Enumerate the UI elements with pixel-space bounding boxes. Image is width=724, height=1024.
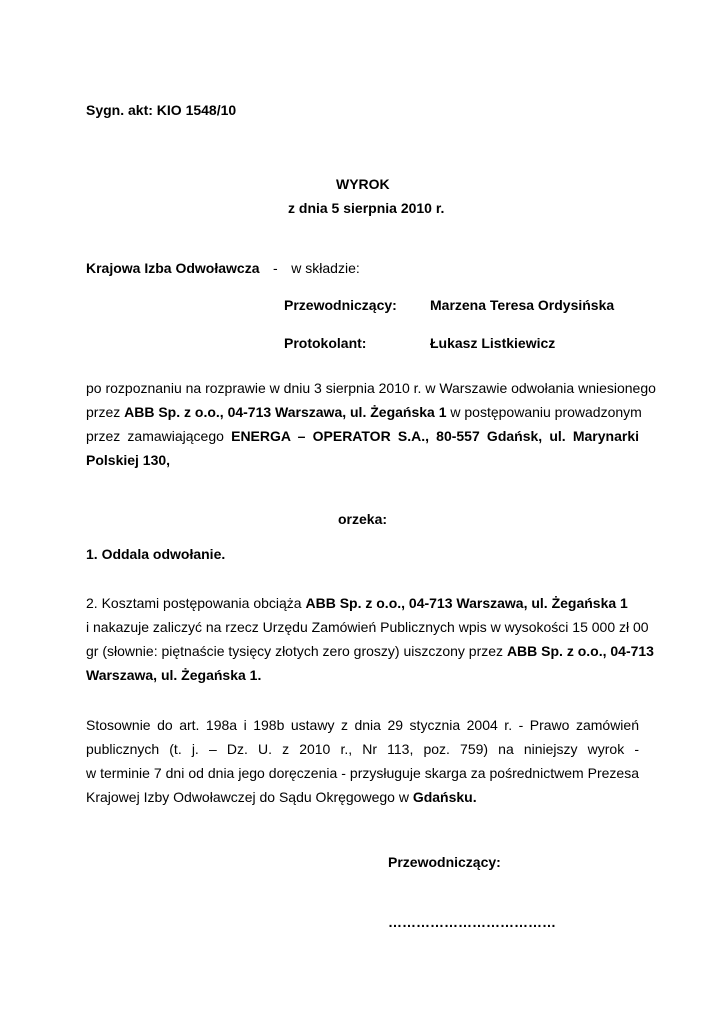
intro-line: przez zamawiającego ENERGA – OPERATOR S.A., 80-557 Gdańsk, ul. Marynarki bbox=[86, 428, 640, 444]
intro-line: po rozpoznaniu na rozprawie w dniu 3 sierpnia 2010 r. w Warszawie odwołania wniesionego bbox=[86, 380, 656, 396]
intro-line: przez ABB Sp. z o.o., 04-713 Warszawa, ul. Żegańska 1 w postępowaniu prowadzonym bbox=[86, 404, 642, 420]
ruling-line: i nakazuje zaliczyć na rzecz Urzędu Zamówień Publicznych wpis w wysokości 15 000 zł 00 bbox=[86, 619, 649, 635]
signature-label: Przewodniczący: bbox=[388, 854, 501, 870]
composition-line bbox=[86, 260, 360, 276]
composition-text: w składzie: bbox=[291, 260, 360, 276]
clerk-label: Protokolant: bbox=[284, 335, 367, 351]
appeal-line: publicznych (t. j. – Dz. U. z 2010 r., Nr 113, poz. 759) na niniejszy wyrok - bbox=[86, 741, 639, 757]
ruling-line: 2. Kosztami postępowania obciąża ABB Sp. z o.o., 04-713 Warszawa, ul. Żegańska 1 bbox=[86, 595, 628, 611]
case-signature: Sygn. akt: KIO 1548/10 bbox=[86, 102, 237, 118]
intro-line: Polskiej 130, bbox=[86, 452, 171, 468]
ruling-line: gr (słownie: piętnaście tysięcy złotych zero groszy) uiszczony przez ABB Sp. z o.o., 04-713 bbox=[86, 643, 654, 659]
verdict-heading: WYROK bbox=[336, 176, 390, 192]
appeal-line: Krajowej Izby Odwoławczej do Sądu Okręgowego w Gdańsku. bbox=[86, 789, 477, 805]
tribunal-name: Krajowa Izba Odwoławcza bbox=[86, 260, 260, 276]
appeal-line: w terminie 7 dni od dnia jego doręczenia - przysługuje skarga za pośrednictwem Prezesa bbox=[86, 765, 639, 781]
chair-name: Marzena Teresa Ordysińska bbox=[430, 297, 615, 313]
ruling-line: Warszawa, ul. Żegańska 1. bbox=[86, 667, 262, 683]
ruling-heading: orzeka: bbox=[338, 511, 388, 527]
signature-line: ……………………………… bbox=[388, 914, 556, 930]
appeal-line: Stosownie do art. 198a i 198b ustawy z dnia 29 stycznia 2004 r. - Prawo zamówień bbox=[86, 717, 639, 733]
ruling-point-1: 1. Oddala odwołanie. bbox=[86, 546, 226, 562]
chair-label: Przewodniczący: bbox=[284, 297, 397, 313]
appeal-paragraph bbox=[86, 713, 639, 809]
composition-dash: - bbox=[273, 260, 278, 276]
clerk-name: Łukasz Listkiewicz bbox=[430, 335, 556, 351]
intro-paragraph bbox=[86, 376, 656, 472]
verdict-date: z dnia 5 sierpnia 2010 r. bbox=[288, 200, 445, 216]
ruling-point-2 bbox=[86, 591, 654, 687]
